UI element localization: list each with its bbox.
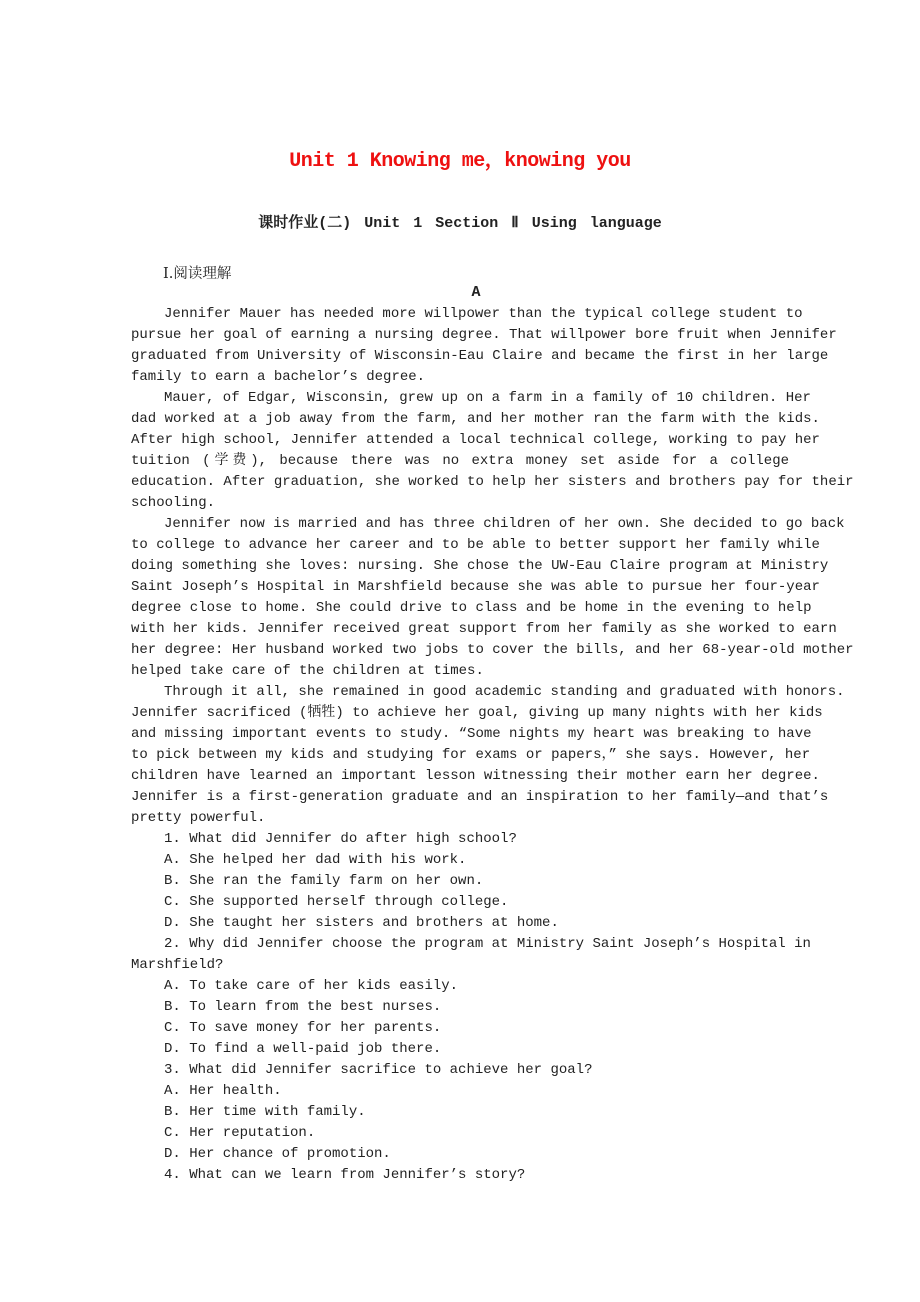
paragraph-line: degree close to home. She could drive to class and be home in the evening to help (131, 600, 812, 616)
document-body (131, 304, 854, 1186)
paragraph-line: to pick between my kids and studying for exams or papers，” she says. However, her (131, 747, 811, 763)
question-text: Marshfield? (131, 957, 224, 973)
paragraph-line: Jennifer Mauer has needed more willpower than the typical college student to (164, 306, 803, 322)
paragraph-line: Jennifer sacrificed (牺牲) to achieve her goal, giving up many nights with her kids (131, 705, 823, 721)
answer-option: D. To find a well-paid job there. (164, 1041, 442, 1057)
paragraph-line: her degree: Her husband worked two jobs to cover the bills, and her 68-year-old mother (131, 642, 854, 658)
passage-label: A (471, 284, 481, 301)
paragraph-line: family to earn a bachelor’s degree. (131, 369, 426, 385)
question-text: 3. What did Jennifer sacrifice to achieve her goal? (164, 1062, 593, 1078)
paragraph-line: to college to advance her career and to be able to better support her family while (131, 537, 820, 553)
paragraph-line: helped take care of the children at times. (131, 663, 484, 679)
paragraph-line: Jennifer now is married and has three children of her own. She decided to go back (164, 516, 845, 532)
document-subtitle: 课时作业(二) Unit 1 Section Ⅱ Using language (258, 215, 662, 232)
section-heading: Ⅰ.阅读理解 (163, 266, 232, 282)
paragraph-line: schooling. (131, 495, 216, 511)
answer-option: B. To learn from the best nurses. (164, 999, 442, 1015)
paragraph-line: After high school, Jennifer attended a local technical college, working to pay her (131, 432, 820, 448)
paragraph-line: pretty powerful. (131, 810, 266, 826)
paragraph-line: and missing important events to study. “Some nights my heart was breaking to have (131, 726, 812, 742)
question-text: 1. What did Jennifer do after high school? (164, 831, 517, 847)
paragraph-line: tuition (学费), because there was no extra money set aside for a college (131, 453, 789, 469)
paragraph-line: Saint Joseph’s Hospital in Marshfield because she was able to pursue her four-year (131, 579, 820, 595)
paragraph-line: Mauer, of Edgar, Wisconsin, grew up on a farm in a family of 10 children. Her (164, 390, 811, 406)
paragraph-line: graduated from University of Wisconsin-Eau Claire and became the first in her large (131, 348, 829, 364)
answer-option: A. She helped her dad with his work. (164, 852, 467, 868)
answer-option: C. Her reputation. (164, 1125, 316, 1141)
paragraph-line: education. After graduation, she worked to help her sisters and brothers pay for their (131, 474, 854, 490)
question-text: 4. What can we learn from Jennifer’s story? (164, 1167, 526, 1183)
answer-option: A. To take care of her kids easily. (164, 978, 459, 994)
answer-option: B. Her time with family. (164, 1104, 366, 1120)
paragraph-line: doing something she loves: nursing. She chose the UW-Eau Claire program at Ministry (131, 558, 829, 574)
paragraph-line: Through it all, she remained in good academic standing and graduated with honors. (164, 684, 845, 700)
answer-option: A. Her health. (164, 1083, 282, 1099)
document-title: Unit 1 Knowing me，knowing you (289, 150, 631, 173)
paragraph-line: Jennifer is a first-generation graduate and an inspiration to her family—and that’s (131, 789, 829, 805)
paragraph-line: children have learned an important lesson witnessing their mother earn her degree. (131, 768, 820, 784)
answer-option: B. She ran the family farm on her own. (164, 873, 484, 889)
paragraph-line: with her kids. Jennifer received great support from her family as she worked to earn (131, 621, 837, 637)
paragraph-line: dad worked at a job away from the farm, and her mother ran the farm with the kids. (131, 411, 820, 427)
answer-option: C. She supported herself through college. (164, 894, 509, 910)
paragraph-line: pursue her goal of earning a nursing degree. That willpower bore fruit when Jennifer (131, 327, 837, 343)
answer-option: D. Her chance of promotion. (164, 1146, 391, 1162)
answer-option: D. She taught her sisters and brothers at home. (164, 915, 559, 931)
answer-option: C. To save money for her parents. (164, 1020, 442, 1036)
question-text: 2. Why did Jennifer choose the program at Ministry Saint Joseph’s Hospital in (164, 936, 811, 952)
